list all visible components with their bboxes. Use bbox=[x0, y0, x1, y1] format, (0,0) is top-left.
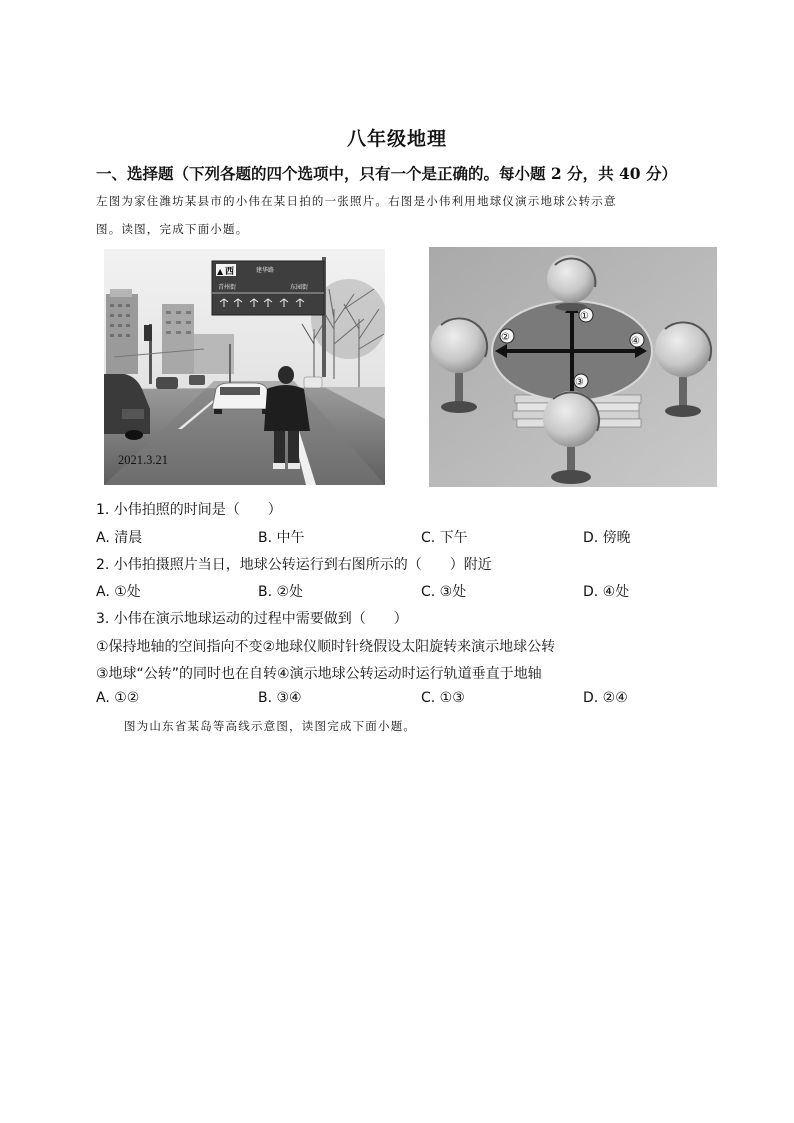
q2-option-d: D. ④处 bbox=[583, 584, 630, 600]
q1-option-b: B. 中午 bbox=[258, 530, 305, 546]
intro-text-line-2: 图。读图，完成下面小题。 bbox=[96, 222, 249, 236]
sign-direction-label: 西 bbox=[225, 267, 235, 277]
q1-option-d: D. 傍晚 bbox=[583, 530, 631, 546]
sign-text-2: 青州街 bbox=[218, 284, 237, 291]
q3-option-c: C. ①③ bbox=[421, 690, 465, 706]
q2-option-c: C. ③处 bbox=[421, 584, 467, 600]
question-1-stem: 1. 小伟拍照的时间是（ ） bbox=[96, 502, 282, 518]
marker-4: ④ bbox=[631, 336, 640, 347]
q3-option-d: D. ②④ bbox=[583, 690, 628, 706]
question-3-statement-line-2: ③地球“公转”的同时也在自转④演示地球公转运动时运行轨道垂直于地轴 bbox=[96, 666, 542, 682]
question-2-stem: 2. 小伟拍摄照片当日，地球公转运行到右图所示的（ ）附近 bbox=[96, 557, 492, 573]
q3-option-a: A. ①② bbox=[96, 690, 140, 706]
intro-text-2: 图为山东省某岛等高线示意图，读图完成下面小题。 bbox=[124, 719, 417, 733]
globe-demo-photo bbox=[429, 247, 717, 487]
intro-text-line-1: 左图为家住潍坊某县市的小伟在某日拍的一张照片。右图是小伟利用地球仪演示地球公转示意 bbox=[96, 194, 617, 208]
sign-text-1: 建华路 bbox=[256, 267, 275, 274]
marker-2: ② bbox=[501, 332, 510, 343]
street-photo bbox=[104, 249, 385, 485]
question-3-stem: 3. 小伟在演示地球运动的过程中需要做到（ ） bbox=[96, 611, 408, 627]
page-title: 八年级地理 bbox=[346, 128, 447, 150]
section-heading: 一、选择题（下列各题的四个选项中，只有一个是正确的。每小题 2 分，共 40 分） bbox=[96, 164, 677, 183]
sign-text-3: 东园街 bbox=[290, 284, 309, 291]
q2-option-b: B. ②处 bbox=[258, 584, 304, 600]
q3-option-b: B. ③④ bbox=[258, 690, 302, 706]
photo-date-label: 2021.3.21 bbox=[118, 453, 168, 467]
q1-option-c: C. 下午 bbox=[421, 530, 468, 546]
question-3-statement-line-1: ①保持地轴的空间指向不变②地球仪顺时针绕假设太阳旋转来演示地球公转 bbox=[96, 639, 556, 655]
marker-1: ① bbox=[580, 311, 589, 322]
svg-text:▲: ▲ bbox=[217, 267, 224, 276]
marker-3: ③ bbox=[575, 377, 584, 388]
q1-option-a: A. 清晨 bbox=[96, 530, 143, 546]
q2-option-a: A. ①处 bbox=[96, 584, 141, 600]
